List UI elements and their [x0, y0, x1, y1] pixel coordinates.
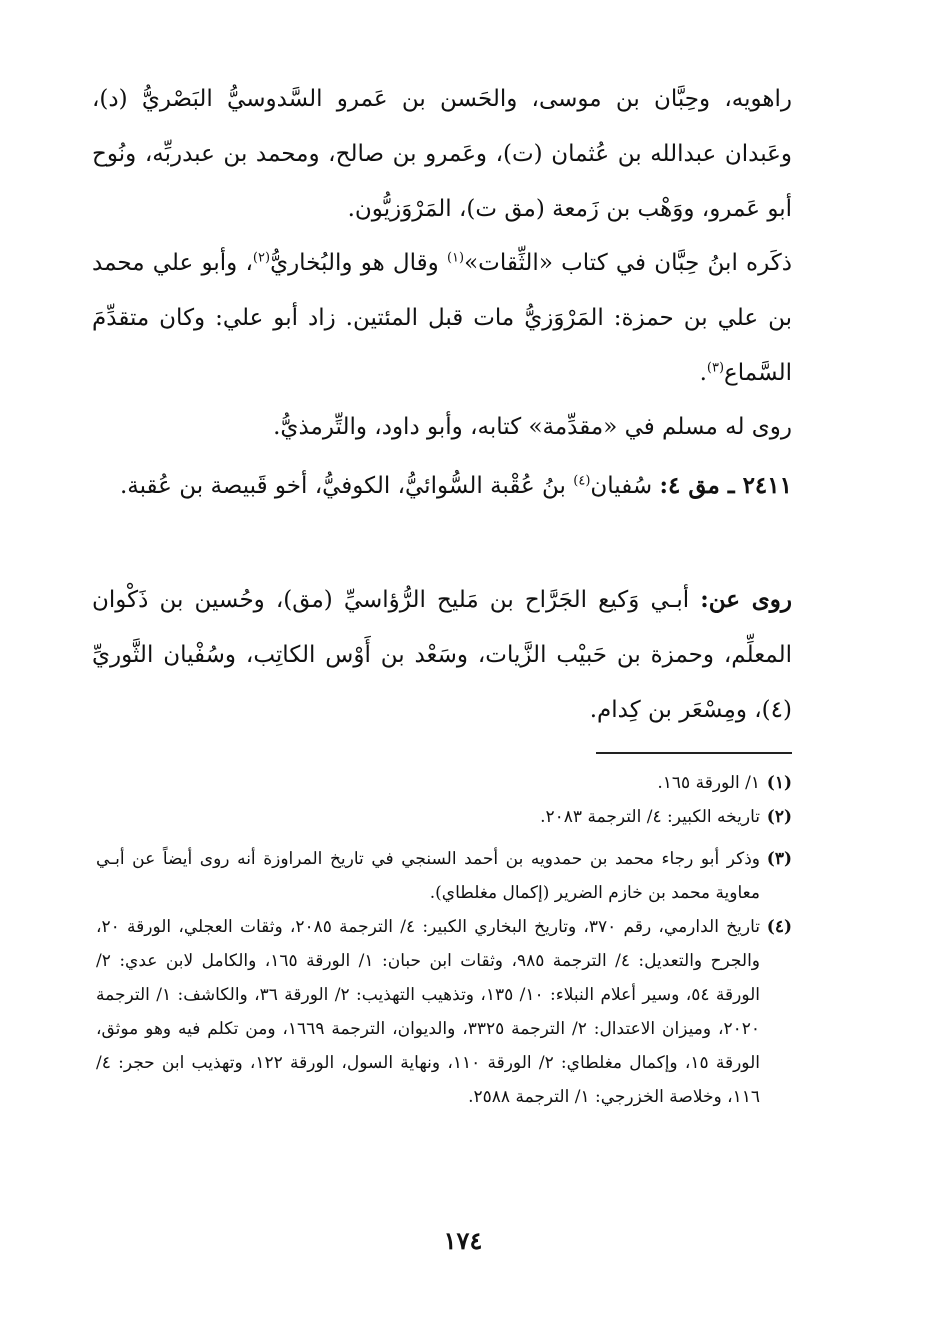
paragraph-text: ذكَره ابنُ حِبَّان في كتاب «الثِّقات»	[464, 250, 792, 276]
paragraph-text: ، وأبو علي محمد بن علي بن حمزة: المَرْوَزيُّ مات قبل المئتين. زاد أبو علي: وكان متقدِّمَ السَّماع	[92, 250, 792, 386]
paragraph-narrated-from	[92, 572, 792, 738]
paragraph-narrated-by	[92, 400, 792, 455]
paragraph-narrators	[92, 72, 792, 237]
entry-name-rest: بنُ عُقْبة السُّوائيُّ، الكوفيُّ، أخو قَبيصة بن عُقبة.	[119, 473, 574, 499]
footnote-ref-4[interactable]: (٤)	[573, 473, 591, 489]
entry-heading	[92, 458, 792, 514]
footnote-ref-3[interactable]: (٣)	[706, 360, 725, 376]
footnote-marker: (٤)	[766, 917, 792, 937]
footnote-4	[96, 910, 792, 1114]
footnote-ref-1[interactable]: (١)	[446, 250, 465, 266]
paragraph-text: روى له مسلم في «مقدِّمة» كتابه، وأبو داود، والتِّرمذيُّ.	[273, 414, 792, 440]
footnote-text: وذكر أبو رجاء محمد بن حمدويه بن أحمد السنجي في تاريخ المراوزة أنه روى أيضاً عن أبـي معاوية محمد بن خازم الضرير (إكمال مغلطاي).	[96, 849, 760, 903]
paragraph-evaluation	[92, 236, 792, 401]
footnote-text: تاريخه الكبير: ٤/ الترجمة ٢٠٨٣.	[540, 807, 760, 827]
paragraph-text: راهويه، وحِبَّان بن موسى، والحَسن بن عَمرو السَّدوسيُّ البَصْريُّ (د)، وعَبدان عبدالله بن عُثمان (ت)، وعَمرو بن صالح، ومحمد بن عبدربِّه، ونُوح أبو عَمرو، ووَهْب بن زَمعة (مق ت)، المَرْوَزيُّون.	[92, 86, 792, 222]
paragraph-text: وقال هو والبُخاريُّ	[270, 250, 447, 276]
footnote-marker: (١)	[766, 773, 792, 793]
footnote-1	[96, 766, 792, 800]
page-number: ١٧٤	[443, 1226, 483, 1255]
paragraph-text: .	[699, 360, 707, 386]
paragraph-lead: روى عن:	[700, 586, 792, 613]
footnote-ref-2[interactable]: (٢)	[252, 250, 271, 266]
paragraph-text: أبـي وَكيع الجَرَّاح بن مَليح الرُّؤاسيِّ (مق)، وحُسين بن ذَكْوان المعلِّم، وحمزة بن حَبيْب الزَّيات، وسَعْد بن أَوْس الكاتِب، وسُفْيان الثَّوريِّ (٤)، ومِسْعَر بن كِدام.	[92, 587, 792, 723]
footnote-3	[96, 842, 792, 910]
entry-number: ٢٤١١ ـ مق ٤:	[659, 472, 792, 499]
footnote-text: تاريخ الدارمي، رقم ٣٧٠، وتاريخ البخاري الكبير: ٤/ الترجمة ٢٠٨٥، وثقات العجلي، الورقة ٢٠، والجرح والتعديل: ٤/ الترجمة ٩٨٥، وثقات ابن حبان: ١/ الورقة ١٦٥، والكامل لابن عدي: ٢/ الورقة ٥٤، وسير أعلام النبلاء: ١٠/ ١٣٥، وتذهيب التهذيب: ٢/ الورقة ٣٦، والكاشف: ١/ الترجمة ٢٠٢٠، وميزان الاعتدال: ٢/ الترجمة ٣٣٢٥، والديوان، الترجمة ١٦٦٩، ومن تكلم فيه وهو موثق، الورقة ١٥، وإكمال مغلطاي: ٢/ الورقة ١١٠، ونهاية السول، الورقة ١٢٢، وتهذيب ابن حجر: ٤/ ١١٦، وخلاصة الخزرجي: ١/ الترجمة ٢٥٨٨.	[96, 917, 761, 1107]
footnote-2	[96, 800, 792, 834]
entry-name: سُفيان	[590, 473, 660, 499]
footnote-divider	[596, 752, 792, 754]
footnote-marker: (٢)	[766, 807, 792, 827]
footnote-marker: (٣)	[766, 849, 792, 869]
footnote-text: ١/ الورقة ١٦٥.	[657, 773, 760, 793]
